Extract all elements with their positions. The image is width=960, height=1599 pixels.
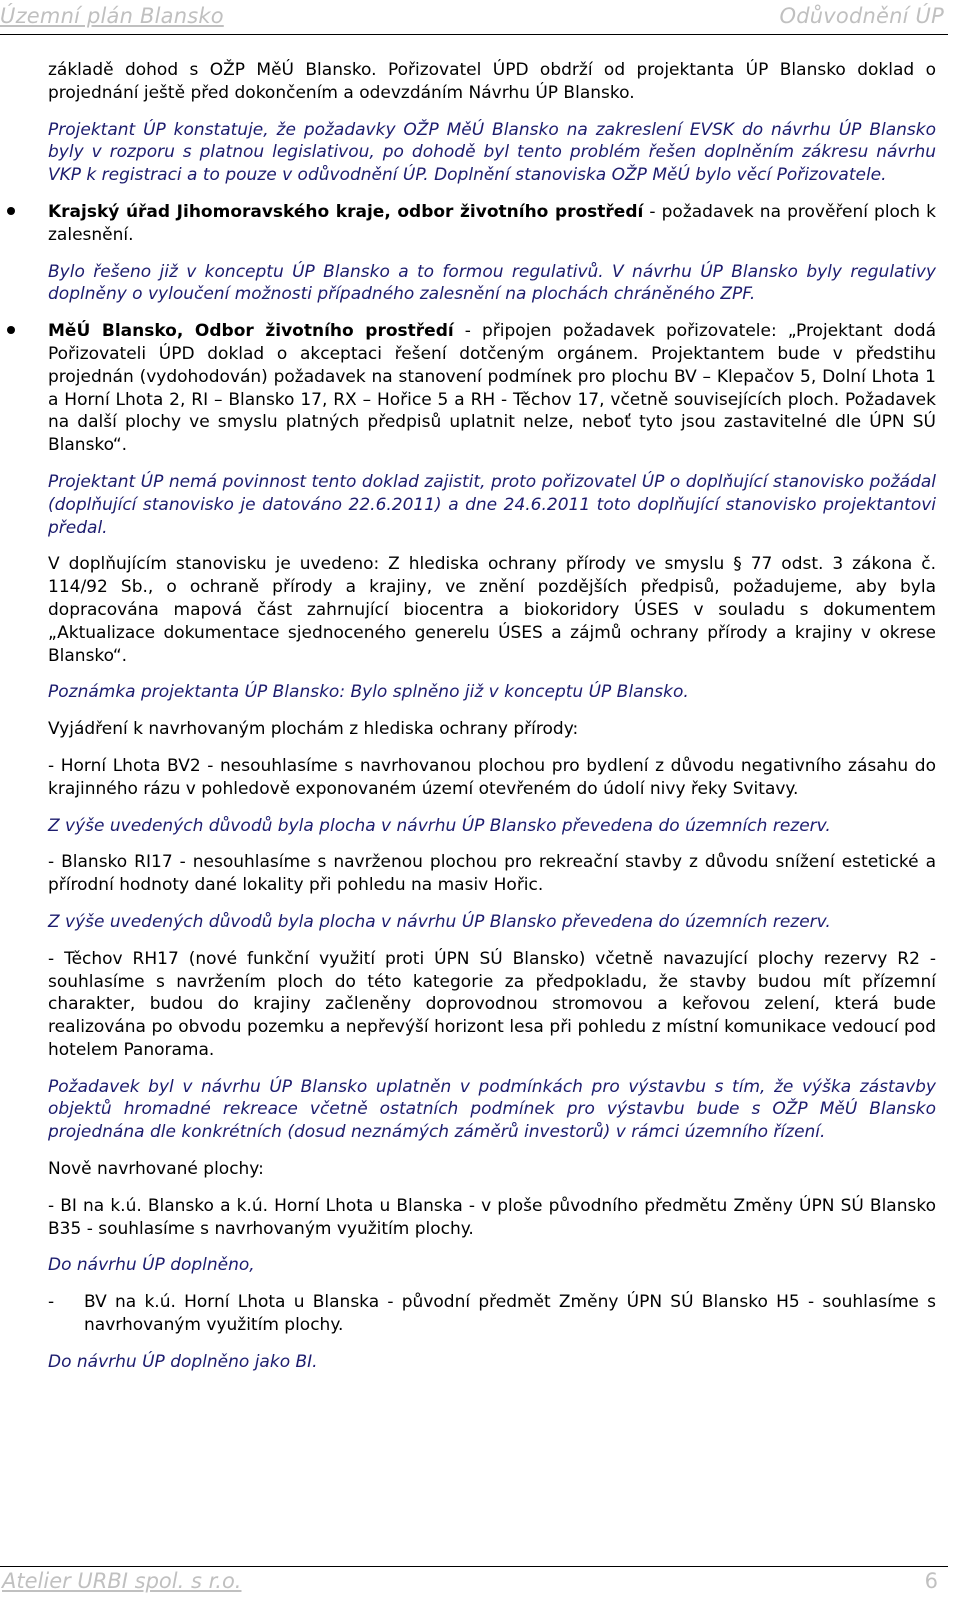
paragraph: - Blansko RI17 - nesouhlasíme s navrženou plochou pro rekreační stavby z důvodu snížení estetické a přírodní hodnoty dané lokality při pohledu na masiv Hořic.	[48, 852, 936, 896]
header-document-title: Územní plán Blansko	[0, 4, 224, 28]
paragraph-italic: Projektant ÚP konstatuje, že požadavky OŽP MěÚ Blansko na zakreslení EVSK do návrhu ÚP Blansko byly v rozporu s platnou legislativou, po dohodě byl tento problém řešen doplněním zákresu návrhu VKP k registraci a to pouze v odůvodnění ÚP. Doplnění stanoviska OŽP MěÚ bylo věcí Pořizovatele.	[48, 119, 936, 186]
footer-page-number: 6	[924, 1569, 938, 1593]
paragraph-italic: Projektant ÚP nemá povinnost tento doklad zajistit, proto pořizovatel ÚP o doplňující stanovisko požádal (doplňující stanovisko je datováno 22.6.2011) a dne 24.6.2011 toto doplňující stanovisko projektantovi předal.	[48, 471, 936, 538]
footer-company: Atelier URBI spol. s r.o.	[2, 1569, 242, 1593]
paragraph-italic: Požadavek byl v návrhu ÚP Blansko uplatněn v podmínkách pro výstavbu s tím, že výška zástavby objektů hromadné rekreace včetně ostatních podmínek pro výstavbu bude s OŽP MěÚ Blansko projednána dle konkrétních (dosud neznámých záměrů investorů) v rámci územního řízení.	[48, 1076, 936, 1143]
paragraph-italic: Z výše uvedených důvodů byla plocha v návrhu ÚP Blansko převedena do územních rezerv.	[48, 911, 831, 932]
paragraph: Vyjádření k navrhovaným plochám z hlediska ochrany přírody:	[48, 719, 579, 740]
bullet-heading: MěÚ Blansko, Odbor životního prostředí	[48, 321, 454, 342]
bullet-item	[48, 320, 936, 457]
paragraph: V doplňujícím stanovisku je uvedeno: Z hlediska ochrany přírody ve smyslu § 77 odst. 3 zákona č. 114/92 Sb., o ochraně přírody a krajiny, ve znění pozdějších předpisů, požadujeme, aby byla dopracována mapová část zahrnující biocentra a biokoridory ÚSES v souladu s dokumentem „Aktualizace dokumentace sjednoceného generelu ÚSES a zájmů ochrany přírody a krajiny v okrese Blansko“.	[48, 554, 936, 666]
paragraph-italic: Z výše uvedených důvodů byla plocha v návrhu ÚP Blansko převedena do územních rezerv.	[48, 815, 831, 836]
paragraph: Nově navrhované plochy:	[48, 1159, 264, 1180]
paragraph: základě dohod s OŽP MěÚ Blansko. Pořizovatel ÚPD obdrží od projektanta ÚP Blansko doklad o projednání ještě před dokončením a odevzdáním Návrhu ÚP Blansko.	[48, 60, 936, 103]
paragraph: - BI na k.ú. Blansko a k.ú. Horní Lhota u Blanska - v ploše původního předmětu Změny ÚPN SÚ Blansko B35 - souhlasíme s navrhovaným využitím plochy.	[48, 1195, 936, 1239]
header-section-title: Odůvodnění ÚP	[779, 4, 944, 28]
paragraph: - Těchov RH17 (nové funkční využití proti ÚPN SÚ Blansko) včetně navazující plochy rezervy R2 - souhlasíme s navržením ploch do této kategorie za předpokladu, že stavby budou mít přízemní charakter, budou do krajiny začleněny doprovodnou stromovou a keřovou zelení, která bude realizována po obvodu pozemku a nepřevýší horizont lesa při pohledu z místní komunikace vedoucí pod hotelem Panorama.	[48, 948, 936, 1060]
dash-item-text: BV na k.ú. Horní Lhota u Blanska - původní předmět Změny ÚPN SÚ Blansko H5 - souhlasíme s navrhovaným využitím plochy.	[84, 1292, 936, 1336]
dash-marker: -	[48, 1292, 55, 1313]
document-body	[48, 59, 936, 1388]
page-footer	[0, 1566, 948, 1597]
bullet-icon	[7, 326, 15, 334]
bullet-icon	[7, 207, 15, 215]
paragraph-italic: Do návrhu ÚP doplněno,	[48, 1255, 255, 1276]
bullet-text: - požadavek na prověření ploch k zalesnění.	[48, 201, 937, 245]
dash-list-item	[48, 1291, 936, 1337]
paragraph-italic: Poznámka projektanta ÚP Blansko: Bylo splněno již v konceptu ÚP Blansko.	[48, 682, 689, 703]
bullet-item	[48, 201, 936, 247]
bullet-text: - připojen požadavek pořizovatele: „Projektant dodá Pořizovateli ÚPD doklad o akceptaci řešení dotčeným orgánem. Projektantem bude v předstihu projednán (vydohodován) požadavek na stanovení podmínek pro plochu BV – Klepačov 5, Dolní Lhota 1 a Horní Lhota 2, RI – Blansko 17, RX – Hořice 5 a RH - Těchov 17, včetně souvisejících ploch. Požadavek na další plochy ve smyslu platných předpisů uplatnit nelze, neboť tyto jsou zastavitelné dle ÚPN SÚ Blansko“.	[48, 321, 936, 456]
paragraph: - Horní Lhota BV2 - nesouhlasíme s navrhovanou plochou pro bydlení z důvodu negativního zásahu do krajinného rázu v pohledově exponovaném území otevřeném do údolí nivy řeky Svitavy.	[48, 755, 936, 799]
page-header	[0, 0, 948, 35]
paragraph-italic: Bylo řešeno již v konceptu ÚP Blansko a to formou regulativů. V návrhu ÚP Blansko byly regulativy doplněny o vyloučení možnosti případného zalesnění na plochách chráněného ZPF.	[48, 261, 936, 305]
bullet-heading: Krajský úřad Jihomoravského kraje, odbor životního prostředí	[48, 201, 644, 222]
paragraph-italic: Do návrhu ÚP doplněno jako BI.	[48, 1351, 318, 1372]
